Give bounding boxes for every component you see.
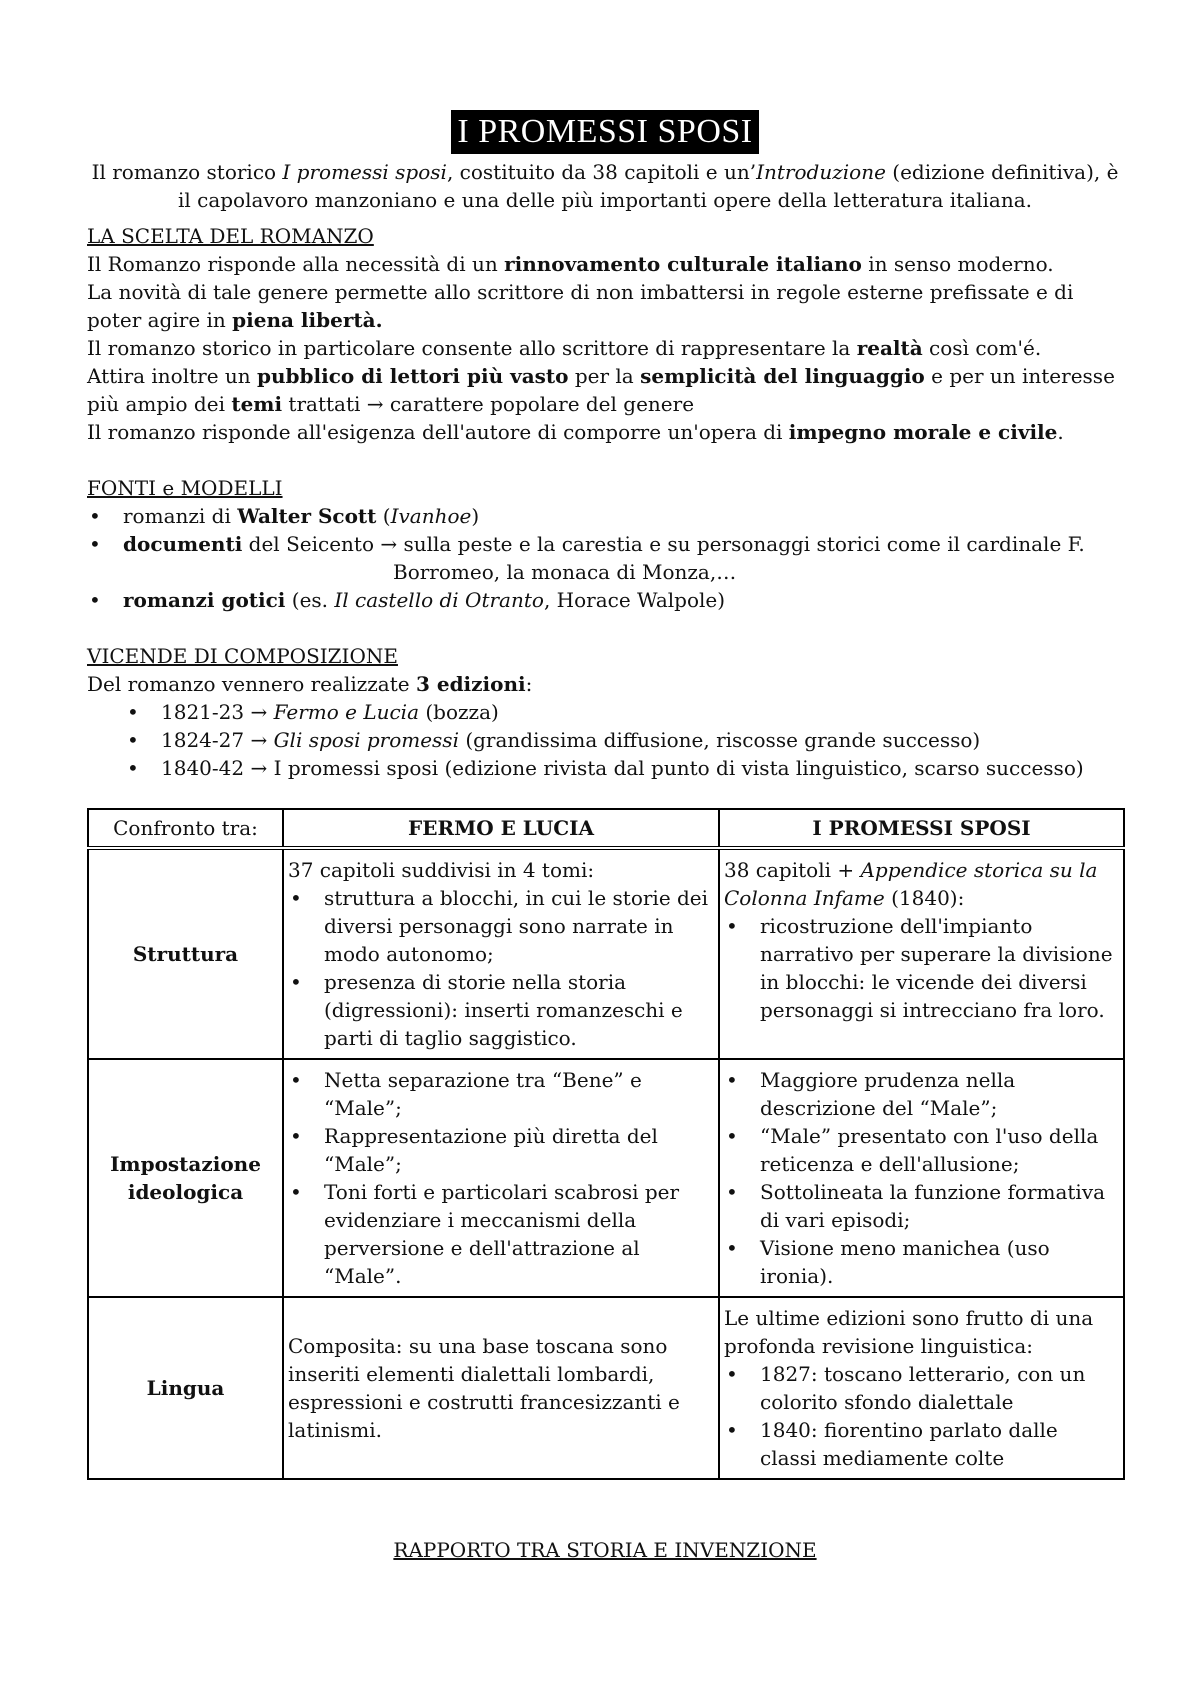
scelta-paragraph-5: Il romanzo risponde all'esigenza dell'autore di comporre un'opera di impegno morale e civile. [87, 420, 1064, 444]
section-heading-vicende: VICENDE DI COMPOSIZIONE [87, 644, 398, 668]
section-heading-fonti: FONTI e MODELLI [87, 476, 283, 500]
scelta-paragraph-1: Il Romanzo risponde alla necessità di un rinnovamento culturale italiano in senso moderno. [87, 252, 1054, 276]
page-title: I PROMESSI SPOSI [451, 110, 758, 154]
table-header-cell: FERMO E LUCIA [283, 809, 719, 848]
list-item: • Toni forti e particolari scabrosi per evidenziare i meccanismi della perversione e dell'attrazione al “Male”. [288, 1178, 714, 1290]
list-item: • 1824-27 → Gli sposi promessi (grandissima diffusione, riscosse grande successo) [87, 726, 1123, 754]
list-item: • Visione meno manichea (uso ironia). [724, 1234, 1119, 1290]
table-header-row [88, 809, 1124, 848]
spacer [87, 614, 1123, 642]
list-item: • Sottolineata la funzione formativa di vari episodi; [724, 1178, 1119, 1234]
list-item: • romanzi gotici (es. Il castello di Otranto, Horace Walpole) [87, 586, 1123, 614]
spacer [87, 446, 1123, 474]
list-item: • struttura a blocchi, in cui le storie dei diversi personaggi sono narrate in modo autonomo; [288, 884, 714, 968]
comparison-table [87, 808, 1125, 1480]
list-item: • ricostruzione dell'impianto narrativo per superare la divisione in blocchi: le vicende dei diversi personaggi si intrecciano fra loro. [724, 912, 1119, 1024]
table-cell: 38 capitoli + Appendice storica su la Colonna Infame (1840): • ricostruzione dell'impianto narrativo per superare la divisione in blocchi: le vicende dei diversi personaggi si intrecciano fra loro. [719, 848, 1124, 1059]
table-cell: 37 capitoli suddivisi in 4 tomi: • struttura a blocchi, in cui le storie dei diversi personaggi sono narrate in modo autonomo; • presenza di storie nella storia (digressioni): inserti romanzeschi e parti di taglio saggistico. [283, 848, 719, 1059]
row-label: Lingua [88, 1297, 283, 1479]
list-item: • 1840-42 → I promessi sposi (edizione rivista dal punto di vista linguistico, scarso successo) [87, 754, 1123, 782]
document-page [87, 110, 1123, 1564]
table-cell: Composita: su una base toscana sono inseriti elementi dialettali lombardi, espressioni e costrutti francesizzanti e latinismi. [283, 1297, 719, 1479]
list-item: • 1827: toscano letterario, con un colorito sfondo dialettale [724, 1360, 1119, 1416]
table-cell [283, 1059, 719, 1297]
row-label: Struttura [88, 848, 283, 1059]
intro-paragraph: Il romanzo storico I promessi sposi, costituito da 38 capitoli e un’Introduzione (edizione definitiva), è il capolavoro manzoniano e una delle più importanti opere della letteratura italiana. [91, 160, 1119, 212]
scelta-paragraph-4: Attira inoltre un pubblico di lettori più vasto per la semplicità del linguaggio e per un interesse più ampio dei temi trattati → carattere popolare del genere [87, 364, 1115, 416]
list-item: • Netta separazione tra “Bene” e “Male”; [288, 1066, 714, 1122]
table-cell [719, 1059, 1124, 1297]
list-item: • Maggiore prudenza nella descrizione del “Male”; [724, 1066, 1119, 1122]
list-item: • “Male” presentato con l'uso della reticenza e dell'allusione; [724, 1122, 1119, 1178]
vicende-paragraph: Del romanzo vennero realizzate 3 edizioni: [87, 672, 533, 696]
editions-list [87, 698, 1123, 782]
scelta-paragraph-2: La novità di tale genere permette allo scrittore di non imbattersi in regole esterne prefissate e di poter agire in piena libertà. [87, 280, 1074, 332]
section-heading-scelta: LA SCELTA DEL ROMANZO [87, 224, 374, 248]
scelta-paragraph-3: Il romanzo storico in particolare consente allo scrittore di rappresentare la realtà così com'é. [87, 336, 1042, 360]
row-label: Impostazione ideologica [88, 1059, 283, 1297]
title-wrap [87, 110, 1123, 154]
table-header-cell: I PROMESSI SPOSI [719, 809, 1124, 848]
table-row [88, 1297, 1124, 1479]
table-row [88, 1059, 1124, 1297]
table-row [88, 848, 1124, 1059]
table-cell: Le ultime edizioni sono frutto di una profonda revisione linguistica: • 1827: toscano letterario, con un colorito sfondo dialettale • 1840: fiorentino parlato dalle classi mediamente colte [719, 1297, 1124, 1479]
list-item: • romanzi di Walter Scott (Ivanhoe) [87, 502, 1123, 530]
list-item: • presenza di storie nella storia (digressioni): inserti romanzeschi e parti di taglio saggistico. [288, 968, 714, 1052]
list-item: • 1840: fiorentino parlato dalle classi mediamente colte [724, 1416, 1119, 1472]
list-item: • 1821-23 → Fermo e Lucia (bozza) [87, 698, 1123, 726]
section-heading-rapporto: RAPPORTO TRA STORIA E INVENZIONE [393, 1538, 817, 1562]
fonti-list [87, 502, 1123, 614]
list-item: • documenti del Seicento → sulla peste e la carestia e su personaggi storici come il cardinale F. Borromeo, la monaca di Monza,… [87, 530, 1123, 586]
table-header-cell: Confronto tra: [88, 809, 283, 848]
list-item: • Rappresentazione più diretta del “Male”; [288, 1122, 714, 1178]
